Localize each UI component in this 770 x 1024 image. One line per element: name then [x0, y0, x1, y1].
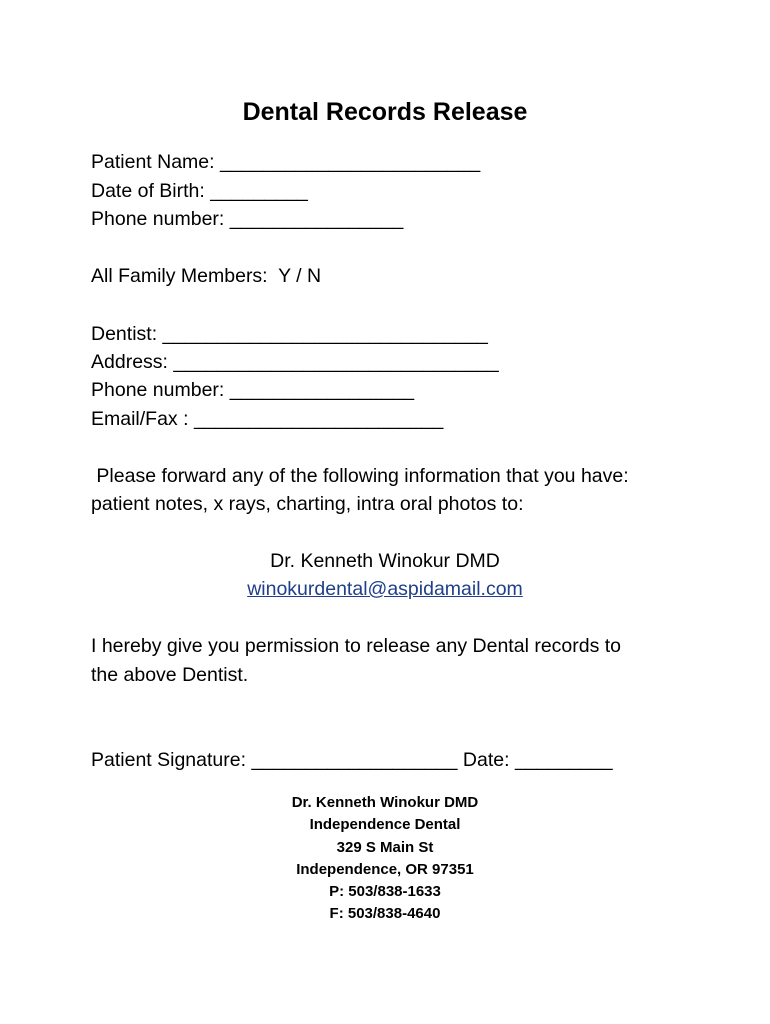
dentist-blank[interactable]: ______________________________	[162, 323, 488, 345]
dentist-row	[91, 320, 488, 348]
recipient-email-row	[0, 575, 770, 603]
request-text-line-2: patient notes, x rays, charting, intra oral photos to:	[91, 493, 524, 515]
date-of-birth-blank[interactable]: _________	[210, 180, 308, 202]
patient-name-row	[91, 148, 480, 176]
date-of-birth-label: Date of Birth:	[91, 180, 211, 202]
footer-street-address: 329 S Main St	[336, 838, 434, 856]
dentist-phone-label: Phone number:	[91, 379, 230, 401]
dentist-phone-blank[interactable]: _________________	[229, 379, 415, 401]
address-label: Address:	[91, 351, 174, 373]
dentist-label: Dentist:	[91, 323, 163, 345]
recipient-email-link[interactable]: winokurdental@aspidamail.com	[247, 578, 523, 600]
patient-phone-label: Phone number:	[91, 208, 230, 230]
signature-date-blank[interactable]: _________	[514, 749, 613, 771]
footer-practice-name: Independence Dental	[309, 816, 461, 834]
permission-text-line-2: the above Dentist.	[91, 664, 249, 686]
signature-date-label: Date:	[457, 749, 515, 771]
footer-fax: F: 503/838-4640	[329, 905, 441, 923]
footer-phone: P: 503/838-1633	[329, 883, 441, 901]
signature-blank[interactable]: ___________________	[251, 749, 458, 771]
patient-name-label: Patient Name:	[91, 151, 220, 173]
permission-text-line-1: I hereby give you permission to release any Dental records to	[91, 635, 622, 657]
footer-city-state-zip: Independence, OR 97351	[296, 860, 474, 878]
email-fax-row	[91, 405, 443, 433]
patient-name-blank[interactable]: ________________________	[219, 151, 481, 173]
recipient-name: Dr. Kenneth Winokur DMD	[270, 550, 500, 572]
address-row	[91, 348, 499, 376]
document-title: Dental Records Release	[242, 98, 528, 126]
email-fax-label: Email/Fax :	[91, 408, 194, 430]
patient-phone-blank[interactable]: ________________	[229, 208, 404, 230]
dentist-phone-row	[91, 376, 414, 404]
address-blank[interactable]: ______________________________	[173, 351, 499, 373]
footer-doctor-name: Dr. Kenneth Winokur DMD	[291, 794, 479, 811]
family-members-row[interactable]: All Family Members: Y / N	[91, 265, 322, 287]
signature-label: Patient Signature:	[91, 749, 252, 771]
signature-row	[91, 746, 613, 774]
request-text-line-1: Please forward any of the following information that you have:	[91, 465, 629, 487]
email-fax-blank[interactable]: _______________________	[193, 408, 444, 430]
office-footer	[0, 792, 770, 926]
date-of-birth-row	[91, 177, 308, 205]
patient-phone-row	[91, 205, 403, 233]
